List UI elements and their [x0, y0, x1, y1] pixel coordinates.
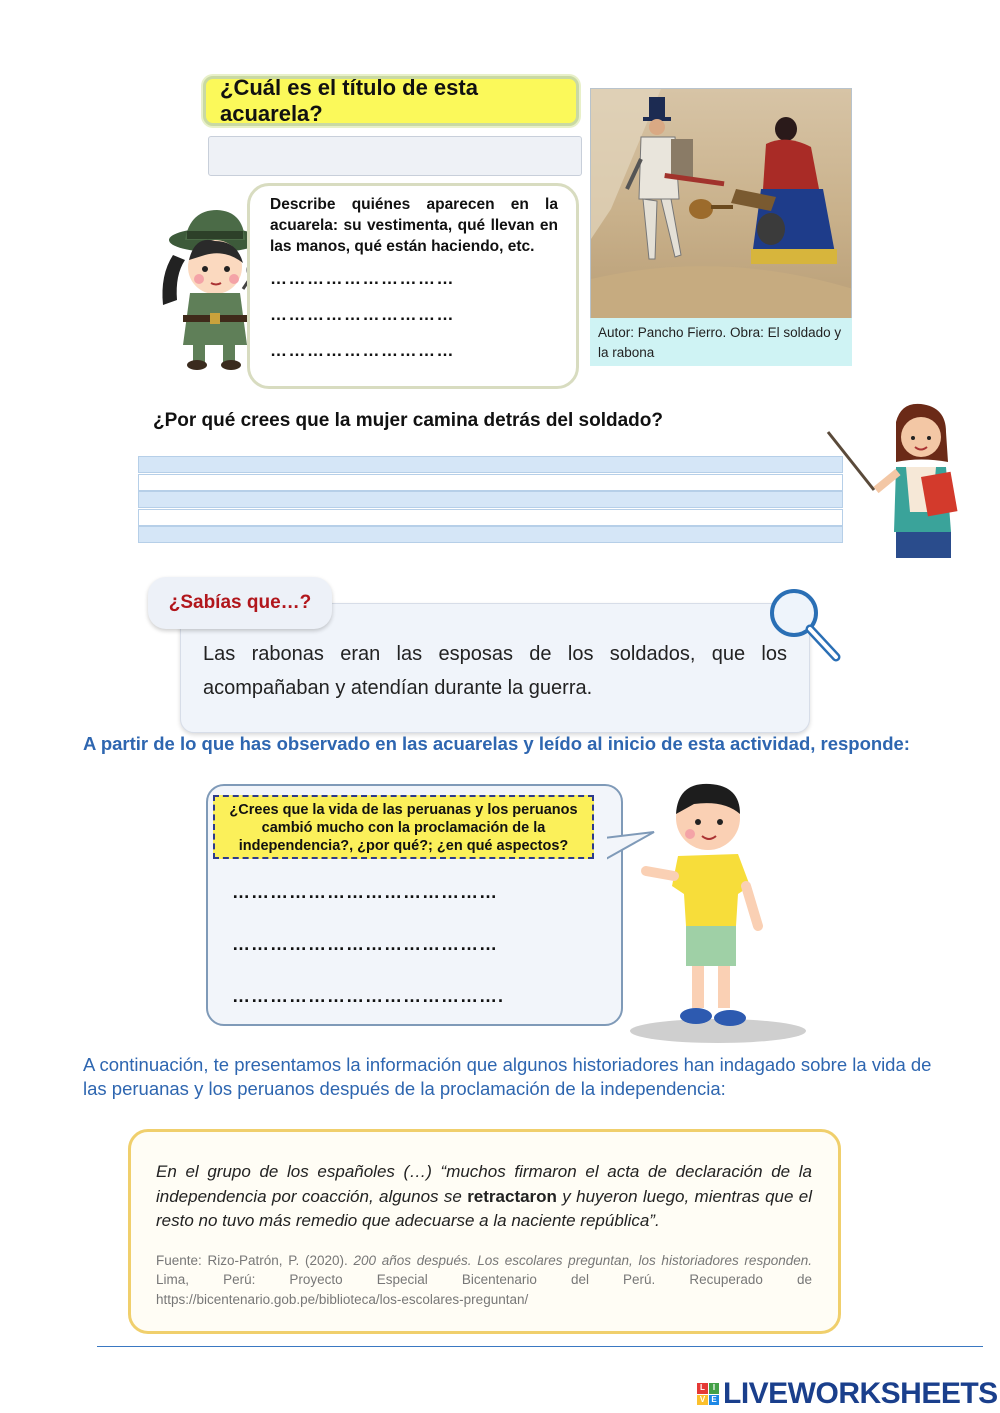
logo-square: E — [709, 1395, 720, 1406]
boy-illustration — [628, 776, 808, 1046]
answer-line-1[interactable]: ………………………… — [270, 269, 455, 288]
instruction-text: A partir de lo que has observado en las acuarelas y leído al inicio de esta actividad, responde: — [83, 733, 910, 754]
logo-square: L — [697, 1383, 708, 1394]
question-woman-behind-soldier: ¿Por qué crees que la mujer camina detrás del soldado? — [153, 410, 663, 431]
brand-name: LIVEWORKSHEETS — [723, 1377, 998, 1410]
magnifier-icon — [766, 585, 842, 665]
speech-answer-line-1[interactable]: …………………………………… — [232, 882, 498, 902]
answer-lines[interactable] — [138, 456, 843, 544]
title-question: ¿Cuál es el título de esta acuarela? — [203, 76, 579, 126]
footer-divider — [97, 1346, 983, 1347]
answer-line-2[interactable]: ………………………… — [270, 305, 455, 324]
title-answer-input[interactable] — [208, 136, 582, 176]
describe-box — [247, 183, 579, 389]
historian-quote: En el grupo de los españoles (…) “muchos firmaron el acta de declaración de la independencia por coacción, algunos se retractaron y huyeron luego, mientras que el resto no tuvo más remedio que adecuarse a la naciente república”. — [156, 1162, 813, 1230]
liveworksheets-logo — [697, 1377, 998, 1411]
answer-line-3[interactable]: ………………………… — [270, 341, 455, 360]
quote-box — [128, 1129, 841, 1334]
soldier-and-rabona-image — [591, 89, 852, 321]
painting-caption: Autor: Pancho Fierro. Obra: El soldado y la rabona — [590, 318, 852, 366]
speech-answer-line-2[interactable]: …………………………………… — [232, 934, 498, 954]
speech-answer-line-3[interactable]: ……………………………………. — [232, 986, 505, 1006]
logo-square: I — [709, 1383, 720, 1394]
historians-intro: A continuación, te presentamos la información que algunos historiadores han indagado sobre la vida de las peruanas y los peruanos después de la proclamación de la independencia: — [83, 1054, 932, 1099]
describe-prompt: Describe quiénes aparecen en la acuarela: su vestimenta, qué llevan en las manos, qué están haciendo, etc. — [270, 196, 558, 255]
quote-source: Fuente: Rizo-Patrón, P. (2020). 200 años después. Los escolares preguntan, los historiadores responden. Lima, Perú: Proyecto Especial Bicentenario del Perú. Recuperado de https://bicentenario.gob.pe/biblioteca/los-escolares-preguntan/ — [156, 1252, 812, 1307]
liveworksheets-logo-icon — [697, 1383, 719, 1405]
logo-square: V — [697, 1395, 708, 1406]
sabias-que-tag: ¿Sabías que…? — [148, 577, 332, 629]
independence-question: ¿Crees que la vida de las peruanas y los peruanos cambió mucho con la proclamación de la independencia?, ¿por qué?; ¿en qué aspectos? — [213, 795, 594, 859]
teacher-illustration — [826, 402, 961, 560]
sabias-que-text: Las rabonas eran las esposas de los soldados, que los acompañaban y atendían durante la guerra. — [203, 643, 787, 699]
